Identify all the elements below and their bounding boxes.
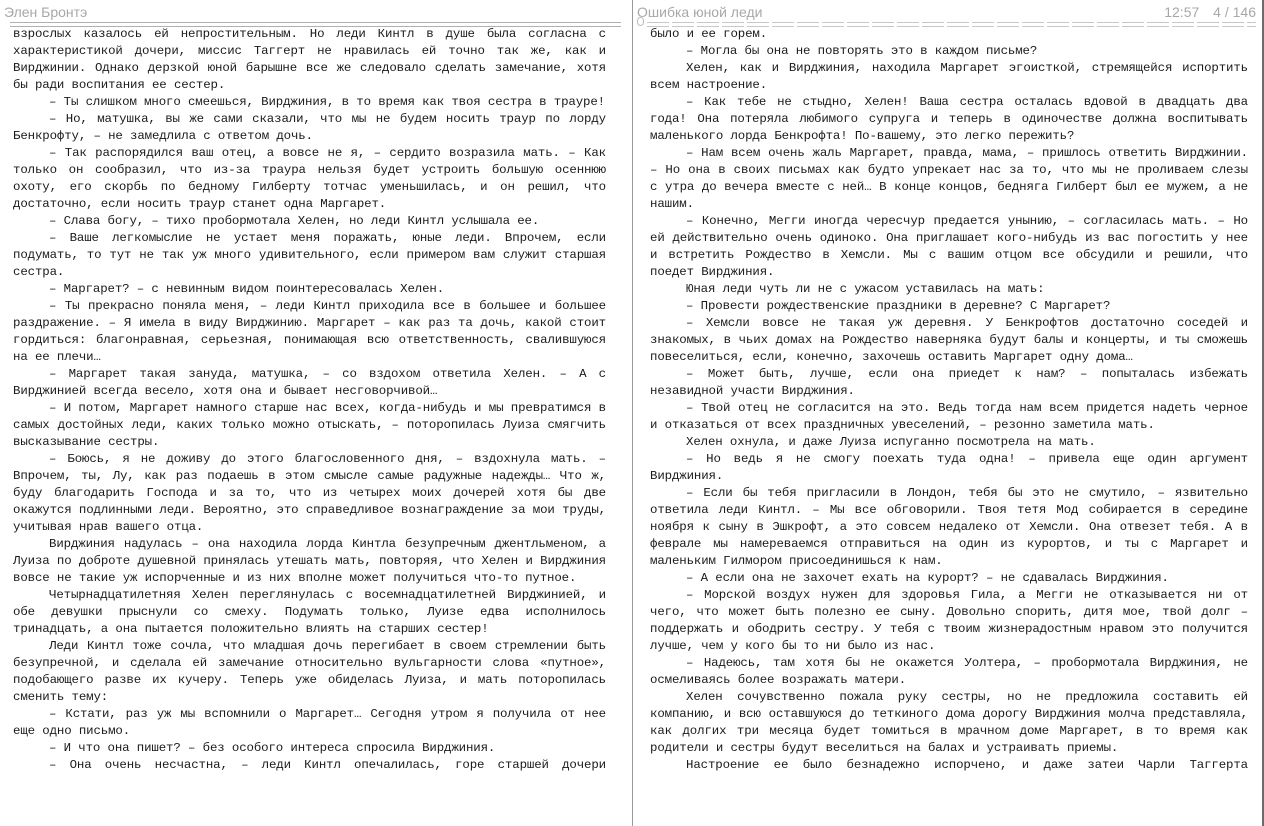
status-area — [1154, 4, 1256, 20]
paragraph: – Ты прекрасно поняла меня, – леди Кинтл приходила все в большее и большее раздражение. – Я имела в виду Вирджинию. Маргарет – как раз та дочь, какой стоит гордиться: благонравная, серьезная, понимающая всю ответственность, свалившуюся на ее плечи… — [13, 299, 606, 364]
paragraph: – Но ведь я не смогу поехать туда одна! – привела еще один аргумент Вирджиния. — [650, 452, 1248, 483]
paragraph: – Боюсь, я не доживу до этого благословенного дня, – вздохнула мать. – Впрочем, ты, Лу, как раз подаешь в этом смысле самые радужные надежды… Что ж, буду благодарить Господа и за то, что из четырех моих дочерей хотя бы две окажутся подлинными леди. Вероятно, это справедливое вознаграждение за мои труды, учитывая нрав вашего отца. — [13, 452, 606, 534]
paragraph: – Может быть, лучше, если она приедет к нам? – попыталась избежать незавидной участи Вирджиния. — [650, 367, 1248, 398]
left-page[interactable] — [0, 0, 631, 826]
paragraph: Четырнадцатилетняя Хелен переглянулась с восемнадцатилетней Вирджинией, и обе девушки прыснули со смеху. Подумать только, Луизе едва исполнилось тринадцать, а она пытается положительно влиять на старших сестер! — [13, 588, 606, 636]
paragraph: Вирджиния надулась – она находила лорда Кинтла безупречным джентльменом, а Луиза по доброте душевной принялась утешать мать, повторяя, что Хелен и Вирджиния вовсе не такие уж испорченные и из них вполне может получиться что-то путное. — [13, 537, 606, 585]
paragraph: – Конечно, Мегги иногда чересчур предается унынию, – согласилась мать. – Но ей действительно очень одиноко. Она приглашает кого-нибудь из вас погостить у нее и встретить Рождество в Хемсли. Мы с вашим отцом все обсудили и решили, что поедет Вирджиния. — [650, 214, 1248, 279]
paragraph: – Ты слишком много смеешься, Вирджиния, в то время как твоя сестра в трауре! — [49, 95, 605, 109]
paragraph: – Маргарет? – с невинным видом поинтересовалась Хелен. — [49, 282, 445, 296]
paragraph: – Кстати, раз уж мы вспомнили о Маргарет… Сегодня утром я получила от нее еще одно письмо. — [13, 707, 606, 738]
paragraph: – Если бы тебя пригласили в Лондон, тебя бы это не смутило, – язвительно ответила леди Кинтл. – Мы все обговорили. Твоя тетя Мод собирается в середине ноября к сыну в Эшкрофт, а это совсем недалеко от Хемсли. Она отвезет тебя. А в феврале мы намереваемся отправиться на один из курортов, и ты с Маргарет и маленьким Гилмором присоединишься к нам. — [650, 486, 1248, 568]
paragraph: – Ваше легкомыслие не устает меня поражать, юные леди. Впрочем, если подумать, то тут не так уж много удивительного, если примером вам служит старшая сестра. — [13, 231, 606, 279]
paragraph: Юная леди чуть ли не с ужасом уставилась на мать: — [686, 282, 1045, 296]
book-title: Ошибка юной леди — [637, 4, 763, 20]
page-indicator: 4 / 146 — [1213, 4, 1256, 20]
paragraph: – Морской воздух нужен для здоровья Гила, а Мегги не отказывается ни от чего, что может быть полезно ее сыну. Довольно спорить, дитя мое, твой долг – поддержать и ободрить сестру. У тебя с твоим жизнерадостным нравом это получится лучше, чем у кого бы то ни было из нас. — [650, 588, 1248, 653]
paragraph: – Твой отец не согласится на это. Ведь тогда нам всем придется надеть черное и отказаться от всех праздничных увеселений, – резонно заметила мать. — [650, 401, 1248, 432]
left-page-text — [13, 26, 606, 774]
book-author: Элен Бронтэ — [4, 4, 88, 20]
paragraph: – Но, матушка, вы же сами сказали, что мы не будем носить траур по лорду Бенкрофту, – не замедлила с ответом дочь. — [13, 112, 606, 143]
right-page-header — [637, 4, 1256, 22]
paragraph: – И потом, Маргарет намного старше нас всех, когда-нибудь и мы превратимся в самых достойных леди, каких только можно отыскать, – поторопилась Луиза смягчить высказывание сестры. — [13, 401, 606, 449]
paragraph: – Хемсли вовсе не такая уж деревня. У Бенкрофтов достаточно соседей и знакомых, в чьих домах на Рождество наверняка будут балы и концерты, и ты сможешь повеселиться, если, конечно, захочешь оставить Маргарет одну дома… — [650, 316, 1248, 364]
paragraph: – Провести рождественские праздники в деревне? С Маргарет? — [686, 299, 1111, 313]
paragraph: – Могла бы она не повторять это в каждом письме? — [686, 44, 1038, 58]
paragraph: – Нам всем очень жаль Маргарет, правда, мама, – пришлось ответить Вирджинии. – Но она в своих письмах как будто упрекает нас за то, что мы не проливаем слезы с утра до вечера вместе с ней… В конце концов, бедняга Гилберт был ее мужем, а не нашим. — [650, 146, 1248, 211]
reading-position-marker-icon — [637, 17, 644, 26]
paragraph: – Маргарет такая зануда, матушка, – со вздохом ответила Хелен. – А с Вирджинией всегда весело, хотя она и бывает несговорчивой… — [13, 367, 606, 398]
paragraph: Хелен сочувственно пожала руку сестры, но не предложила составить ей компанию, и всю оставшуюся до теткиного дома дорогу Вирджиния молча представляла, как долгих три месяца будет томиться в мрачном доме Маргарет, в то время как родители и сестры будут веселиться на балах и устраивать приемы. — [650, 690, 1248, 755]
paragraph: – Она очень несчастна, – леди Кинтл опечалилась, горе старшей дочери — [49, 758, 606, 772]
paragraph: Хелен, как и Вирджиния, находила Маргарет эгоисткой, стремящейся испортить всем настроение. — [650, 61, 1248, 92]
left-page-header — [4, 4, 623, 22]
paragraph: Хелен охнула, и даже Луиза испуганно посмотрела на мать. — [686, 435, 1096, 449]
paragraph: было и ее горем. — [650, 27, 768, 41]
paragraph: Настроение ее было безнадежно испорчено, и даже затеи Чарли Таггерта — [686, 758, 1248, 772]
paragraph: Леди Кинтл тоже сочла, что младшая дочь перегибает в своем стремлении быть безупречной, и сделала ей замечание относительно вульгарности слова «путное», подобающего разве их кучеру. Теперь уже обиделась Луиза, и мать поторопилась сменить тему: — [13, 639, 606, 704]
paragraph: – И что она пишет? – без особого интереса спросила Вирджиния. — [49, 741, 496, 755]
paragraph: – Надеюсь, там хотя бы не окажется Уолтера, – пробормотала Вирджиния, не осмеливаясь более возражать матери. — [650, 656, 1248, 687]
paragraph: – Так распорядился ваш отец, а вовсе не я, – сердито возразила мать. – Как только он сообразил, что из-за траура нельзя будет устроить большую осеннюю охоту, его скорбь по бедному Гилберту тотчас уменьшилась, и он решил, что достаточно, если носить траур станет одна Маргарет. — [13, 146, 606, 211]
clock: 12:57 — [1164, 4, 1200, 20]
right-page[interactable] — [632, 0, 1264, 826]
paragraph: взрослых казалось ей непростительным. Но леди Кинтл в душе была согласна с характеристикой дочери, миссис Таггерт не нравилась ей точно так же, как и Вирджинии. Однако дерзкой юной барышне все же следовало сделать замечание, хотя бы ради воспитания ее сестер. — [13, 27, 606, 92]
paragraph: – А если она не захочет ехать на курорт? – не сдавалась Вирджиния. — [686, 571, 1169, 585]
right-page-text — [650, 26, 1248, 774]
paragraph: – Слава богу, – тихо пробормотала Хелен, но леди Кинтл услышала ее. — [49, 214, 540, 228]
paragraph: – Как тебе не стыдно, Хелен! Ваша сестра осталась вдовой в двадцать два года! Она потеряла любимого супруга и теперь в одиночестве должна воспитывать маленького лорда Бенкрофта! По-вашему, это легко пережить? — [650, 95, 1248, 143]
